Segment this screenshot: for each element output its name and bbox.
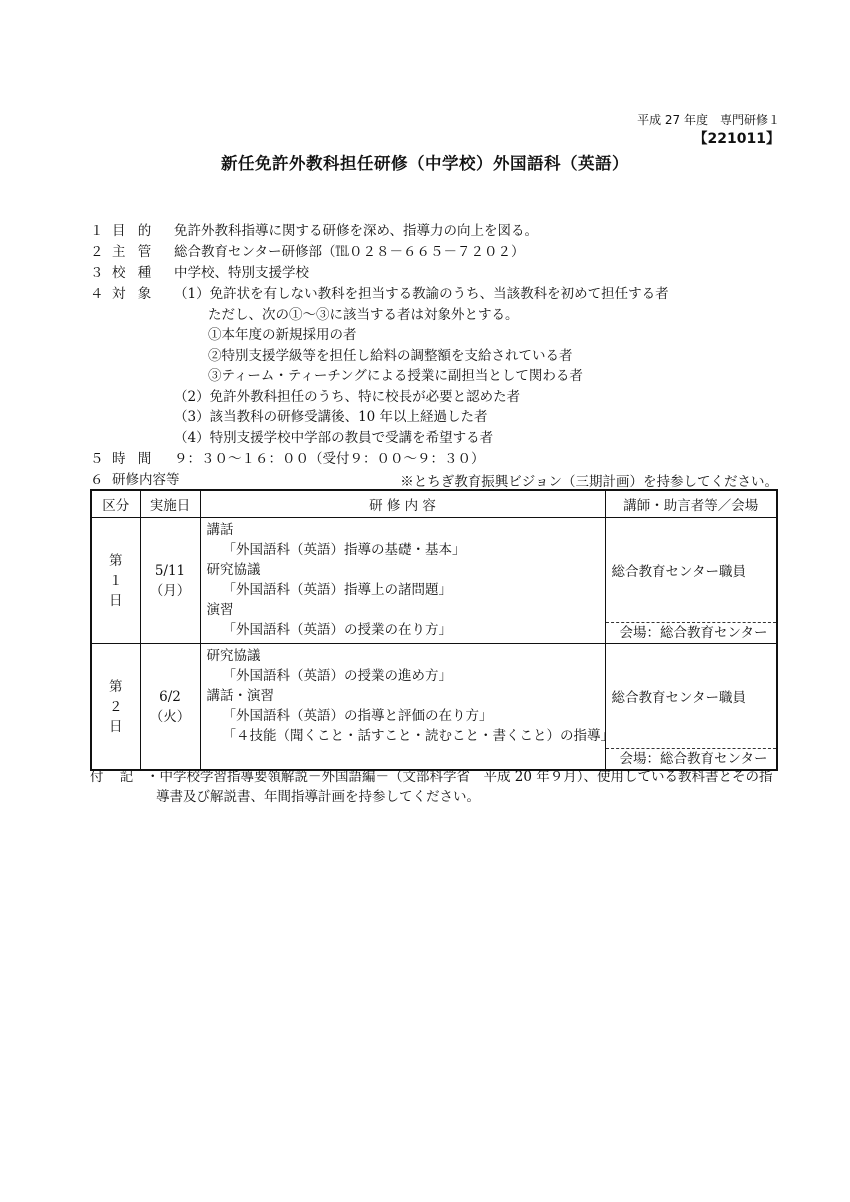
item-time <box>90 449 485 469</box>
item-key: 対 象 <box>112 286 156 302</box>
table-row <box>91 644 777 771</box>
item-organizer <box>90 242 524 262</box>
item-target <box>90 284 669 304</box>
weekday-value: （火） <box>149 708 191 725</box>
instructor-name: 総合教育センター職員 <box>606 644 777 749</box>
content-item: 講話 <box>206 522 234 538</box>
header-instructor: 講師・助言者等／会場 <box>605 490 777 518</box>
item-number: １ <box>90 223 104 239</box>
item-key: 目 的 <box>112 223 156 239</box>
content-item: 「外国語科（英語）の授業の進め方」 <box>222 668 452 684</box>
target-line: （1）免許状を有しない教科を担当する教諭のうち、当該教科を初めて担任する者 <box>174 286 669 302</box>
target-line: （2）免許外教科担任のうち、特に校長が必要と認めた者 <box>174 389 521 405</box>
instructor-cell <box>605 644 777 771</box>
content-item: 「４技能（聞くこと・話すこと・読むこと・書くこと）の指導」 <box>222 728 614 744</box>
target-line: ③ティーム・ティーチングによる授業に副担当として関わる者 <box>208 368 583 384</box>
instructor-cell <box>605 518 777 644</box>
session-cell <box>91 518 140 644</box>
item-number: ４ <box>90 286 104 302</box>
target-line: （3）該当教科の研修受講後、10 年以上経過した者 <box>174 409 488 425</box>
date-value: 5/11 <box>154 562 186 579</box>
content-item: 「外国語科（英語）の授業の在り方」 <box>222 622 452 638</box>
appendix-text: 導書及び解説書、年間指導計画を持参してください。 <box>156 789 480 805</box>
session-char: 第 <box>109 552 123 569</box>
date-value: 6/2 <box>159 688 181 705</box>
appendix-text: ・中学校学習指導要領解説－外国語編－（文部科学省 平成 20 年９月）、使用している教科書とその指 <box>146 769 773 785</box>
target-line: （4）特別支援学校中学部の教員で受講を希望する者 <box>174 430 494 446</box>
page-title: 新任免許外教科担任研修（中学校）外国語科（英語） <box>221 154 629 173</box>
target-line: ②特別支援学級等を担任し給料の調整額を支給されている者 <box>208 348 573 364</box>
item-key: 時 間 <box>112 451 156 467</box>
weekday-value: （月） <box>149 582 191 599</box>
session-char: 日 <box>109 718 123 735</box>
item-number: ３ <box>90 265 104 281</box>
content-item: 「外国語科（英語）指導の基礎・基本」 <box>222 542 466 558</box>
date-cell <box>140 644 200 771</box>
content-item: 「外国語科（英語）の指導と評価の在り方」 <box>222 708 493 724</box>
item-text: 総合教育センター研修部（℡０２８－６６５－７２０２） <box>174 244 525 260</box>
header-year-label: 平成 27 年度 専門研修１ <box>637 113 780 127</box>
item-purpose <box>90 221 538 241</box>
content-item: 演習 <box>206 602 234 618</box>
table-header-row <box>91 490 777 518</box>
content-cell <box>200 644 614 771</box>
session-cell <box>91 644 140 771</box>
session-char: ２ <box>109 698 123 715</box>
target-line: ①本年度の新規採用の者 <box>208 327 357 343</box>
venue-label: 会場：総合教育センター <box>619 625 768 641</box>
header-session: 区分 <box>91 490 140 518</box>
target-line: ただし、次の①～③に該当する者は対象外とする。 <box>208 307 519 323</box>
item-text: 中学校、特別支援学校 <box>174 265 309 281</box>
instructor-name: 総合教育センター職員 <box>606 518 777 623</box>
item-school-type <box>90 263 309 283</box>
header-date: 実施日 <box>140 490 200 518</box>
item-text: ９：３０～１６：００（受付９：００～９：３０） <box>174 451 485 467</box>
content-item: 講話・演習 <box>206 688 274 704</box>
content-item: 研究協議 <box>206 562 261 578</box>
bring-vision-note: ※とちぎ教育振興ビジョン（三期計画）を持参してください。 <box>400 474 778 490</box>
session-char: １ <box>109 572 123 589</box>
content-item: 「外国語科（英語）指導上の諸問題」 <box>222 582 452 598</box>
item-key: 主 管 <box>112 244 156 260</box>
item-number: ５ <box>90 451 104 467</box>
venue-label: 会場：総合教育センター <box>619 751 768 767</box>
schedule-table <box>90 489 778 771</box>
item-key: 研修内容等 <box>112 472 180 488</box>
session-char: 日 <box>109 592 123 609</box>
table-row <box>91 518 777 644</box>
session-char: 第 <box>109 678 123 695</box>
item-key: 校 種 <box>112 265 156 281</box>
content-item: 研究協議 <box>206 648 261 664</box>
item-contents <box>90 470 180 490</box>
item-number: ６ <box>90 472 104 488</box>
date-cell <box>140 518 200 644</box>
course-code: 【221011】 <box>693 131 780 147</box>
content-cell <box>200 518 605 644</box>
item-text: 免許外教科指導に関する研修を深め、指導力の向上を図る。 <box>174 223 538 239</box>
header-contents: 研 修 内 容 <box>200 490 605 518</box>
item-number: ２ <box>90 244 104 260</box>
appendix-label: 付 記 <box>90 769 140 785</box>
